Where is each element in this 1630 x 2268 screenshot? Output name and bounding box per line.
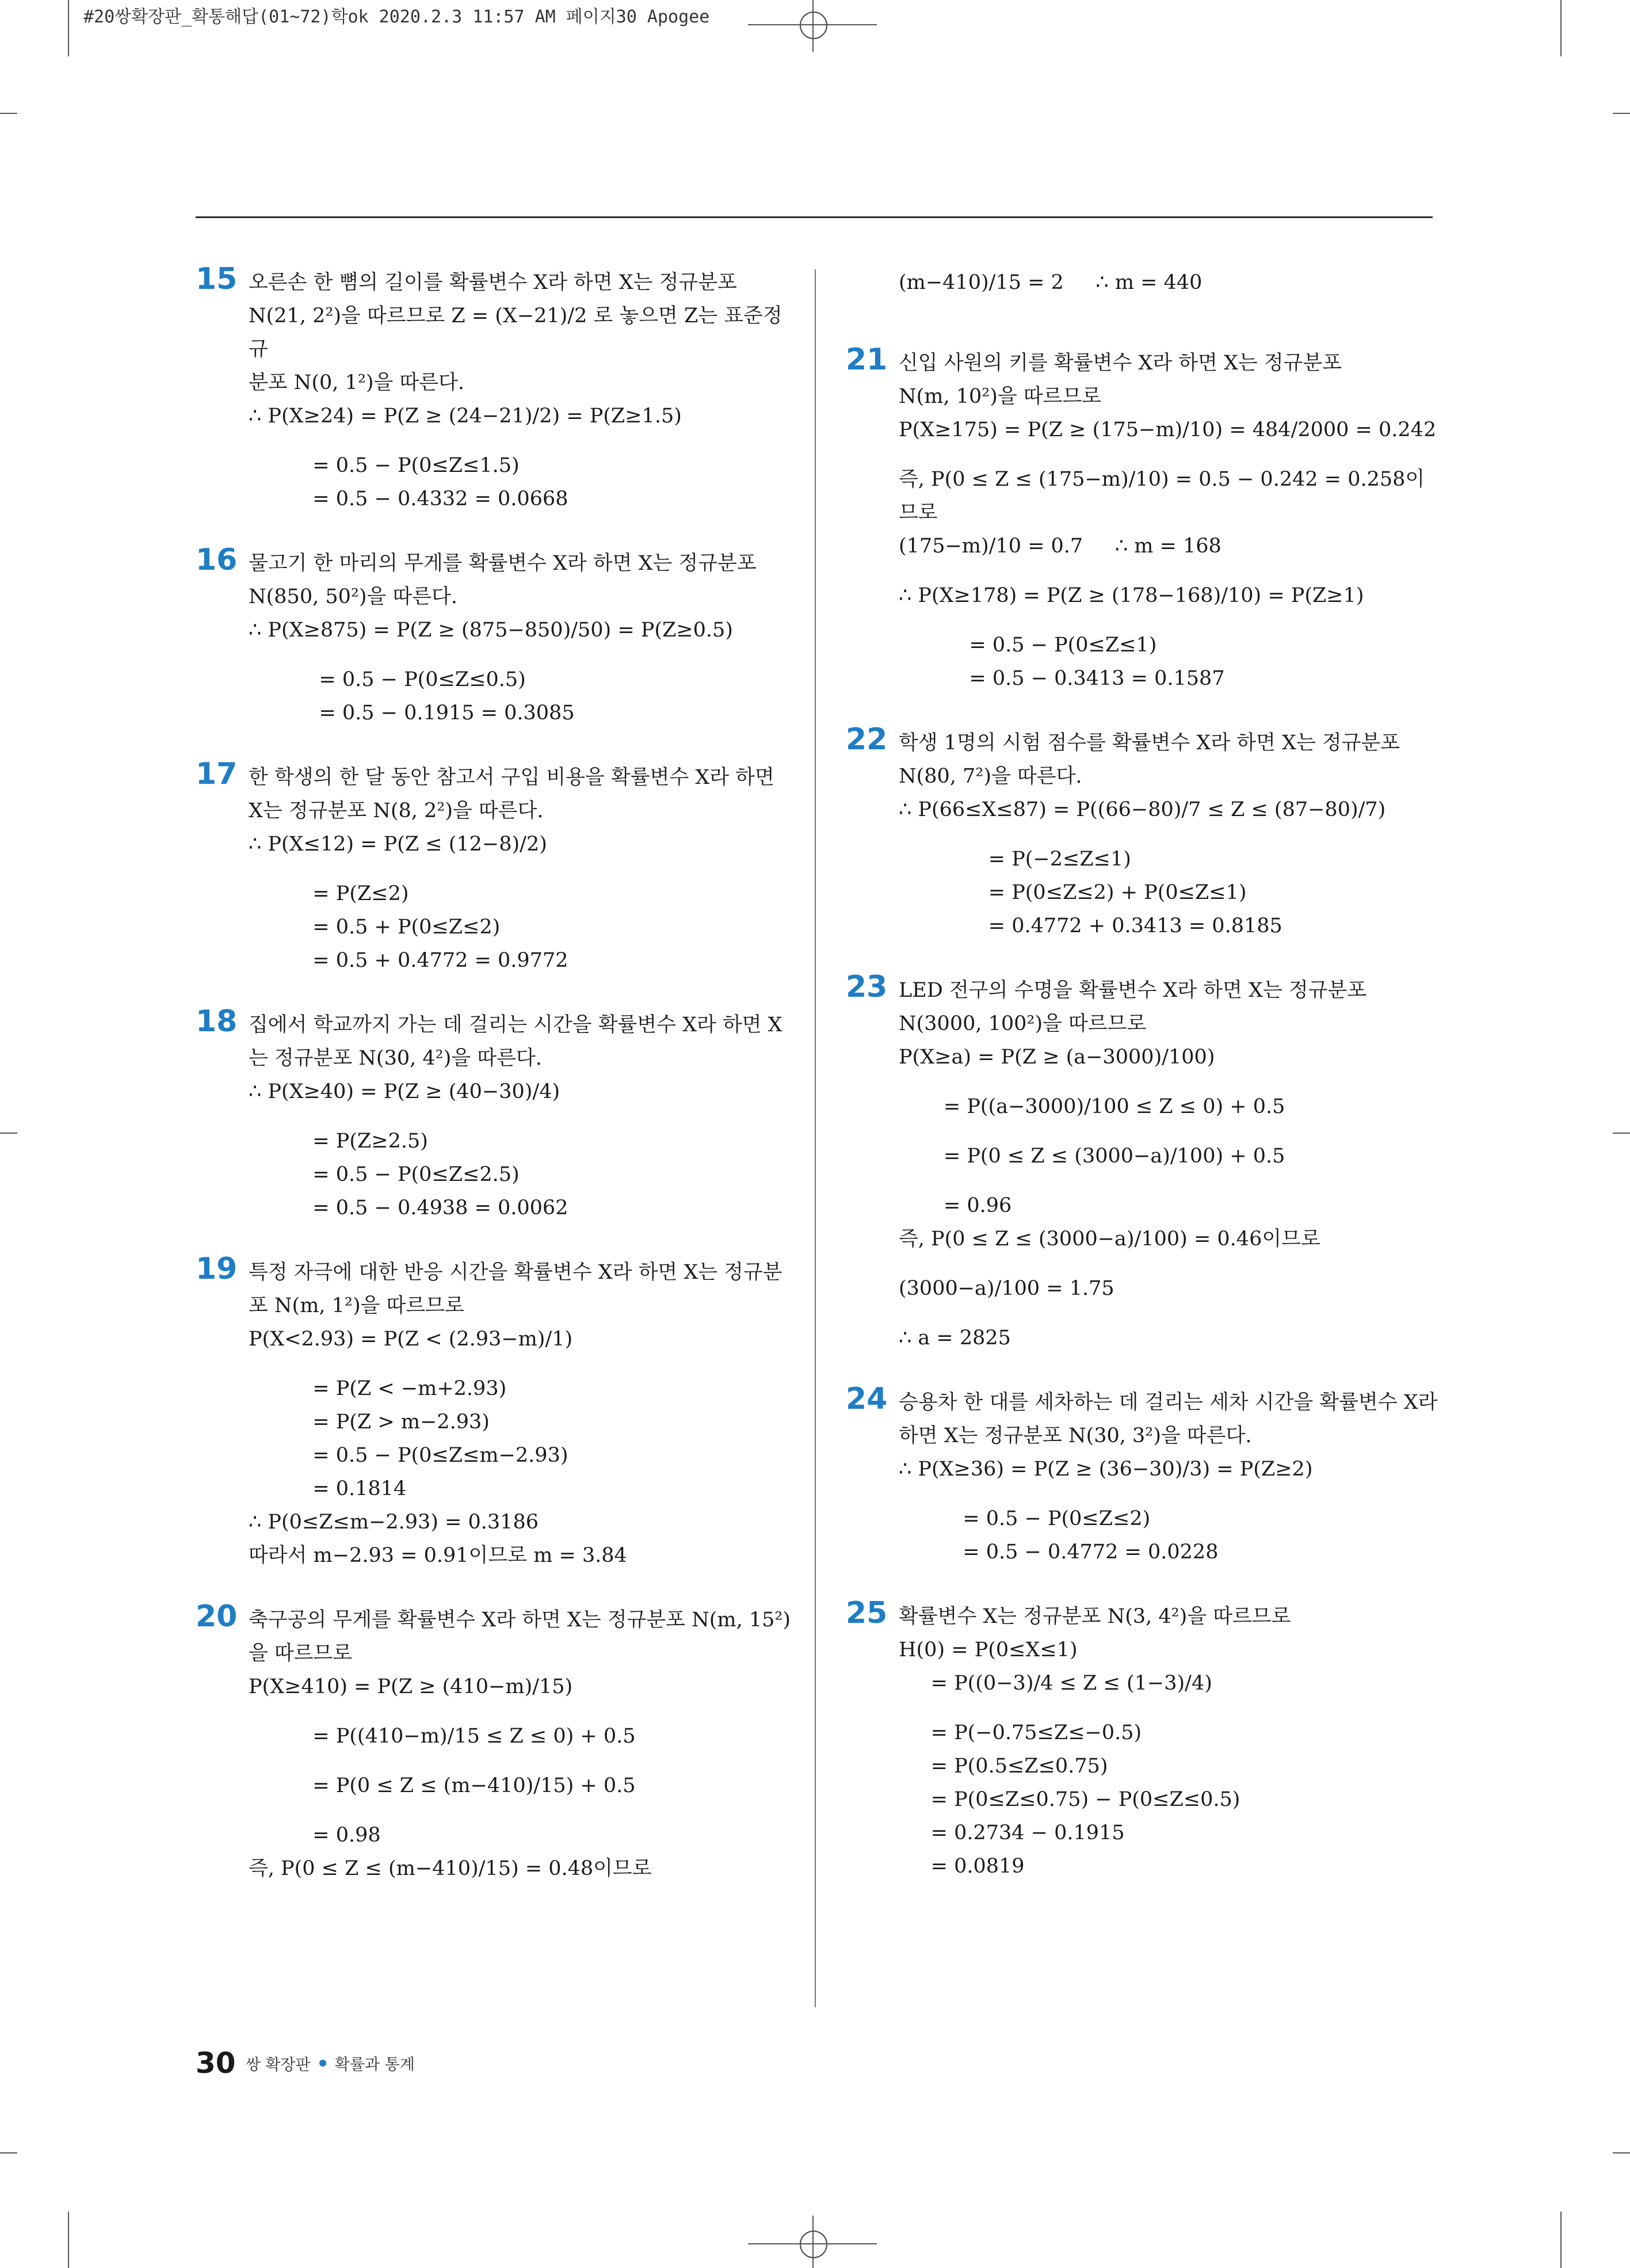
math-line: = 0.5 − P(0≤Z≤2): [899, 1507, 1151, 1530]
text-line: 분포 N(0, 1²)을 따른다.: [249, 371, 464, 394]
page-number: 30: [196, 2046, 236, 2080]
problem-21: [846, 342, 1444, 695]
math-line: ∴ P(X≥178) = P(Z ≥ (178−168)/10) = P(Z≥1): [899, 584, 1364, 607]
text-line: N(3000, 100²)을 따르므로: [899, 1012, 1147, 1035]
math-line: P(X≥410) = P(Z ≥ (410−m)/15): [249, 1675, 573, 1698]
text-line: 하면 X는 정규분포 N(30, 3²)을 따른다.: [899, 1424, 1252, 1447]
problem-16: [196, 543, 794, 730]
text-line: 승용차 한 대를 세차하는 데 걸리는 세차 시간을 확률변수 X라: [899, 1391, 1438, 1414]
math-line: = P(Z≤2): [249, 882, 409, 905]
math-line: = P(Z≥2.5): [249, 1130, 428, 1153]
math-line: N(21, 2²)을 따르므로 Z = (X−21)/2 로 놓으면 Z는 표준정규: [249, 304, 782, 361]
text-line: LED 전구의 수명을 확률변수 X라 하면 X는 정규분포: [899, 979, 1367, 1002]
math-line: = 0.5 − P(0≤Z≤1): [899, 634, 1157, 657]
math-line: = 0.5 − P(0≤Z≤m−2.93): [249, 1444, 568, 1467]
problem-15: [196, 262, 794, 516]
math-line: = 0.4772 + 0.3413 = 0.8185: [899, 914, 1282, 937]
text-line: 축구공의 무게를 확률변수 X라 하면 X는 정규분포 N(m, 15²): [249, 1608, 791, 1632]
math-line: = 0.5 + P(0≤Z≤2): [249, 916, 501, 939]
math-line: (175−m)/10 = 0.7 ∴ m = 168: [899, 535, 1221, 558]
problem-20-continued: [846, 266, 1444, 315]
problem-25: [846, 1596, 1444, 1883]
math-line: = 0.1814: [249, 1477, 407, 1500]
text-line: 한 학생의 한 달 동안 참고서 구입 비용을 확률변수 X라 하면: [249, 766, 774, 789]
math-line: = 0.2734 − 0.1915: [899, 1821, 1125, 1844]
math-line: 즉, P(0 ≤ Z ≤ (175−m)/10) = 0.5 − 0.242 = 0.258이므로: [899, 468, 1425, 524]
math-line: = P(Z > m−2.93): [249, 1411, 490, 1434]
problem-24: [846, 1382, 1444, 1569]
math-line: ∴ P(66≤X≤87) = P((66−80)/7 ≤ Z ≤ (87−80)/7): [899, 798, 1386, 821]
book-title: 쌍 확장판: [245, 2056, 311, 2074]
text-line: 물고기 한 마리의 무게를 확률변수 X라 하면 X는 정규분포: [249, 552, 757, 575]
crop-mark: [0, 2152, 17, 2153]
column-divider: [815, 269, 816, 2007]
problem-number: 19: [196, 1252, 238, 1286]
crop-mark: [0, 113, 17, 114]
problem-20: [196, 1599, 794, 1901]
problem-19: [196, 1252, 794, 1572]
problem-23: [846, 970, 1444, 1355]
math-line: = 0.5 − 0.4772 = 0.0228: [899, 1541, 1219, 1564]
text-line: 학생 1명의 시험 점수를 확률변수 X라 하면 X는 정규분포: [899, 731, 1400, 754]
math-line: = P(0≤Z≤0.75) − P(0≤Z≤0.5): [899, 1788, 1240, 1811]
text-line: X는 정규분포 N(8, 2²)을 따른다.: [249, 799, 544, 822]
math-line: = 0.96: [899, 1194, 1012, 1217]
text-line: 신입 사원의 키를 확률변수 X라 하면 X는 정규분포: [899, 352, 1342, 375]
problem-number: 15: [196, 262, 238, 296]
crop-mark: [1613, 1133, 1630, 1134]
problem-18: [196, 1004, 794, 1225]
text-line: N(m, 10²)을 따르므로: [899, 385, 1102, 408]
math-line: = P(0 ≤ Z ≤ (m−410)/15) + 0.5: [249, 1774, 636, 1797]
math-line: = 0.5 − 0.1915 = 0.3085: [249, 702, 575, 725]
math-line: = P((410−m)/15 ≤ Z ≤ 0) + 0.5: [249, 1725, 636, 1748]
math-line: P(X<2.93) = P(Z < (2.93−m)/1): [249, 1328, 573, 1351]
right-column: [846, 266, 1444, 1914]
math-line: = 0.5 − P(0≤Z≤2.5): [249, 1163, 520, 1186]
print-header: #20쌍확장판_확통해답(01~72)학ok 2020.2.3 11:57 AM 페이지30 Apogee: [83, 7, 710, 27]
crop-mark: [68, 0, 69, 56]
math-line: P(X≥a) = P(Z ≥ (a−3000)/100): [899, 1046, 1215, 1069]
crop-mark: [812, 0, 814, 52]
text-line: 확률변수 X는 정규분포 N(3, 4²)을 따르므로: [899, 1605, 1291, 1628]
math-line: = 0.5 − 0.4938 = 0.0062: [249, 1196, 568, 1219]
math-line: = 0.5 − 0.3413 = 0.1587: [899, 667, 1225, 690]
math-line: H(0) = P(0≤X≤1): [899, 1638, 1078, 1661]
text-line: N(80, 7²)을 따른다.: [899, 765, 1082, 788]
text-line: N(850, 50²)을 따른다.: [249, 585, 458, 608]
crop-mark: [1560, 0, 1562, 56]
math-line: = P((a−3000)/100 ≤ Z ≤ 0) + 0.5: [899, 1095, 1285, 1118]
problem-number: 20: [196, 1599, 238, 1634]
problem-22: [846, 722, 1444, 943]
problem-number: 25: [846, 1596, 888, 1630]
crop-mark: [1613, 2152, 1630, 2153]
math-line: = P((0−3)/4 ≤ Z ≤ (1−3)/4): [899, 1672, 1212, 1695]
math-line: = P(0.5≤Z≤0.75): [899, 1755, 1108, 1778]
subject-title: 확률과 통계: [334, 2056, 415, 2074]
problem-number: 16: [196, 543, 238, 577]
text-line: 오른손 한 뼘의 길이를 확률변수 X라 하면 X는 정규분포: [249, 271, 737, 294]
registration-mark: [800, 2231, 827, 2258]
math-line: 즉, P(0 ≤ Z ≤ (m−410)/15) = 0.48이므로: [249, 1857, 652, 1880]
math-line: ∴ P(X≤12) = P(Z ≤ (12−8)/2): [249, 833, 547, 856]
problem-number: 17: [196, 757, 238, 791]
crop-mark: [0, 1133, 17, 1134]
crop-mark: [1560, 2212, 1562, 2268]
crop-mark: [812, 2216, 814, 2268]
problem-number: 22: [846, 722, 888, 757]
math-line: ∴ P(0≤Z≤m−2.93) = 0.3186: [249, 1511, 539, 1534]
text-line: 특정 자극에 대한 반응 시간을 확률변수 X라 하면 X는 정규분: [249, 1261, 782, 1284]
math-line: = P(0 ≤ Z ≤ (3000−a)/100) + 0.5: [899, 1145, 1285, 1168]
math-line: ∴ P(X≥24) = P(Z ≥ (24−21)/2) = P(Z≥1.5): [249, 405, 682, 428]
text-line: 는 정규분포 N(30, 4²)을 따른다.: [249, 1047, 542, 1070]
text-line: 따라서 m−2.93 = 0.91이므로 m = 3.84: [249, 1544, 627, 1567]
bullet-dot-icon: [319, 2060, 326, 2067]
page-footer: [196, 2046, 415, 2080]
text-line: 을 따르므로: [249, 1642, 353, 1665]
problem-number: 24: [846, 1382, 888, 1416]
registration-mark: [800, 12, 827, 39]
problem-number: 23: [846, 970, 888, 1004]
left-column: [196, 262, 794, 1932]
top-rule: [196, 216, 1433, 218]
math-line: 즉, P(0 ≤ Z ≤ (3000−a)/100) = 0.46이므로: [899, 1228, 1320, 1251]
text-line: 포 N(m, 1²)을 따르므로: [249, 1294, 464, 1317]
math-line: (3000−a)/100 = 1.75: [899, 1277, 1114, 1300]
math-line: = P(−2≤Z≤1): [899, 848, 1131, 871]
math-line: = 0.98: [249, 1824, 381, 1847]
math-line: = 0.5 − P(0≤Z≤1.5): [249, 454, 520, 477]
math-line: ∴ a = 2825: [899, 1327, 1011, 1350]
crop-mark: [1613, 113, 1630, 114]
crop-mark: [68, 2212, 69, 2268]
math-line: = 0.5 − P(0≤Z≤0.5): [249, 668, 526, 691]
problem-17: [196, 757, 794, 977]
math-line: = P(Z < −m+2.93): [249, 1377, 507, 1400]
math-line: ∴ P(X≥36) = P(Z ≥ (36−30)/3) = P(Z≥2): [899, 1458, 1313, 1481]
math-line: P(X≥175) = P(Z ≥ (175−m)/10) = 484/2000 = 0.242: [899, 418, 1437, 441]
math-line: (m−410)/15 = 2 ∴ m = 440: [899, 271, 1203, 294]
problem-number: 18: [196, 1004, 238, 1039]
text-line: 집에서 학교까지 가는 데 걸리는 시간을 확률변수 X라 하면 X: [249, 1013, 782, 1036]
math-line: = P(−0.75≤Z≤−0.5): [899, 1721, 1142, 1744]
math-line: = 0.5 − 0.4332 = 0.0668: [249, 487, 568, 510]
math-line: = 0.5 + 0.4772 = 0.9772: [249, 949, 568, 972]
math-line: = 0.0819: [899, 1855, 1025, 1878]
problem-number: 21: [846, 342, 888, 377]
math-line: ∴ P(X≥40) = P(Z ≥ (40−30)/4): [249, 1080, 560, 1103]
math-line: = P(0≤Z≤2) + P(0≤Z≤1): [899, 881, 1247, 904]
math-line: ∴ P(X≥875) = P(Z ≥ (875−850)/50) = P(Z≥0.5): [249, 619, 733, 642]
